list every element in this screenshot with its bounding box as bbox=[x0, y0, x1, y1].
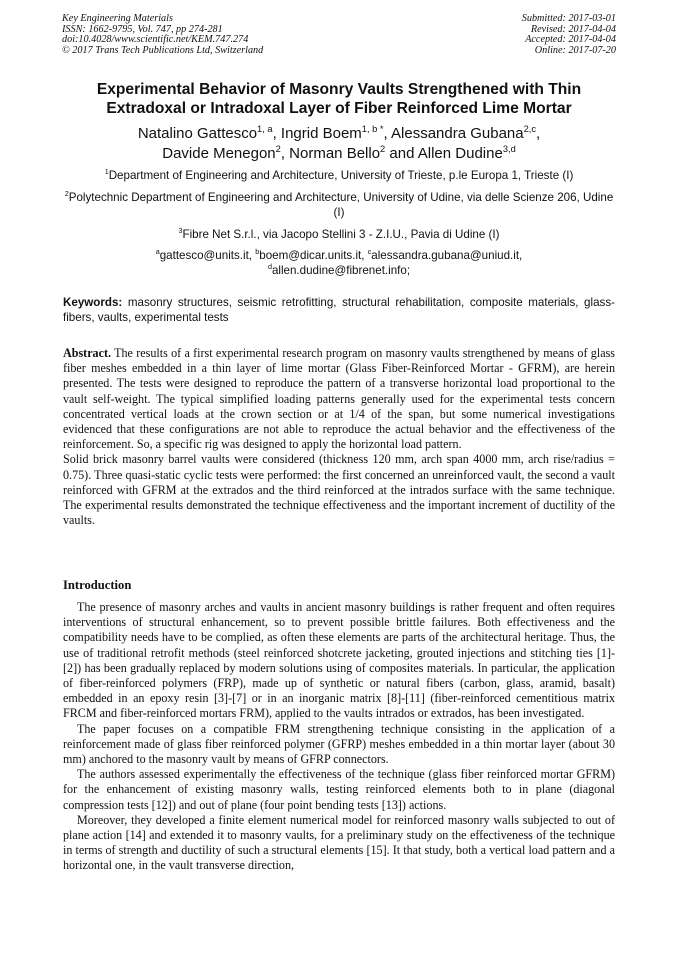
author-list: Natalino Gattesco$^{1, a}$, Ingrid Boem$^{1, b *}$, Alessandra Gubana$^{2,c}$, Davide Menegon$^2$, Norman Bello$^2$ and Allen Dudine$^{3,d}$ bbox=[137, 124, 541, 162]
submitted-date: Submitted: 2017-03-01 bbox=[521, 13, 616, 24]
author-name: Allen Dudine bbox=[417, 145, 503, 162]
email-list: $^a$gattesco@units.it, $^b$boem@dicar.units.it, $^c$alessandra.gubana@uniud.it, $^d$allen.dudine@fibrenet.info; bbox=[155, 247, 523, 277]
title-line-1: Experimental Behavior of Masonry Vaults Strengthened with Thin bbox=[96, 81, 582, 98]
intro-paragraph: Moreover, they developed a finite element numerical model for reinforced masonry walls subjected to out of plane action [14] and extended it to masonry vaults, for a preliminary study on the effectiveness of the technique in terms of strength and ductility of such a structural elements [15]. It that study, both a vertical load pattern and a horizontal one, in the vault transverse direction, bbox=[63, 812, 615, 873]
intro-paragraph: The paper focuses on a compatible FRM strengthening technique consisting in the application of a reinforcement made of glass fiber reinforced polymer (GFRP) meshes embedded in a thin mortar layer (about 30 mm) anchored to the masonry vault by means of GFRP connectors. bbox=[63, 721, 615, 767]
keywords bbox=[63, 295, 615, 325]
intro-paragraph: The presence of masonry arches and vaults in ancient masonry buildings is rather frequent and often requires interventions of structural enhancement, so to prevent possible brittle failures. Both effectiveness and the compatibility needs have to be complied, as often these elements are parts of the architectural heritage. Thus, the use of traditional retrofit methods (steel reinforced shotcrete jacketing, grouted injections and stitching ties [1]-[2]) has been gradually replaced by modern solutions using of composites materials. In particular, the application of fiber-reinforced polymers (FRP), made up of synthetic or natural fibers (carbon, glass, aramid, basalt) embedded in an epoxy resin [3]-[7] or in an inorganic matrix [8]-[11] (fiber-reinforced cementitious matrix FRCM and fiber-reinforced mortars FRM), applied to the vaults intrados or extrados, has been investigated. bbox=[63, 600, 615, 721]
affiliation-3: $^3$Fibre Net S.r.l., via Jacopo Stellini 3 - Z.I.U., Pavia di Udine (I) bbox=[178, 226, 500, 241]
affiliation-1: $^1$Department of Engineering and Architecture, University of Trieste, p.le Europa 1, Trieste (I) bbox=[104, 167, 574, 182]
section-heading-introduction: Introduction bbox=[63, 578, 132, 592]
paper-title bbox=[60, 80, 618, 118]
abstract-paragraph-2: Solid brick masonry barrel vaults were considered (thickness 120 mm, arch span 4000 mm, arch rise/radius = 0.75). Three quasi-static cyclic tests were performed: the first concerned an unreinforced vault, the second a vault reinforced with GFRM at the extrados and the third reinforced at the intrados surface with the same technique. The experimental results demonstrated the technique effectiveness and the important increment of ductility of the vaults. bbox=[63, 452, 615, 528]
journal-name: Key Engineering Materials bbox=[62, 13, 173, 24]
affiliation-2: $^2$Polytechnic Department of Engineering and Architecture, University of Udine, via delle Scienze 206, Udine (I) bbox=[64, 189, 614, 219]
journal-info bbox=[62, 14, 263, 56]
doi-line: doi:10.4028/www.scientific.net/KEM.747.274 bbox=[62, 34, 249, 46]
abstract-paragraph-1: Abstract. The results of a first experimental research program on masonry vaults strengthened by means of glass fiber meshes embedded in a thin layer of lime mortar (Glass Fiber-Reinforced Mortar - GFRM), are herein presented. The tests were designed to reproduce the pattern of a transverse horizontal load proportional to the vault self-weight. The typical simplified loading patterns generally used for the experimental tests concern concentrated vertical loads at the crown section or at 1/4 of the span, but some numerical investigations evidenced that these configurations are not able to reproduce the actual behavior and the effectiveness of the reinforcement. So, a specific rig was designed to apply the horizontal load pattern. bbox=[63, 346, 615, 452]
abstract-label: Abstract. bbox=[63, 346, 112, 360]
publication-dates bbox=[522, 14, 616, 56]
online-date: Online: 2017-07-20 bbox=[534, 44, 616, 56]
author-name: Natalino Gattesco bbox=[137, 125, 258, 142]
issn-line: ISSN: 1662-9795, Vol. 747, pp 274-281 bbox=[62, 23, 223, 35]
introduction-body bbox=[63, 600, 615, 874]
keywords-label: Keywords: bbox=[63, 296, 123, 309]
author-name: Norman Bello bbox=[289, 145, 381, 162]
author-name: Ingrid Boem bbox=[280, 125, 362, 142]
keywords-text: masonry structures, seismic retrofitting, structural rehabilitation, composite materials, glass-fibers, vaults, experimental tests bbox=[63, 296, 615, 324]
accepted-date: Accepted: 2017-04-04 bbox=[525, 34, 616, 46]
email-a: gattesco@units.it, bbox=[159, 249, 256, 262]
title-line-2: Extradoxal or Intradoxal Layer of Fiber Reinforced Lime Mortar bbox=[106, 100, 572, 117]
email-b: boem@dicar.units.it, bbox=[259, 249, 368, 262]
abstract bbox=[63, 346, 615, 528]
author-name: Alessandra Gubana bbox=[391, 125, 524, 142]
revised-date: Revised: 2017-04-04 bbox=[530, 23, 616, 35]
intro-paragraph: The authors assessed experimentally the effectiveness of the technique (glass fiber reinforced mortar GFRM) for the enhancement of existing masonry walls, testing reinforced elements both to in plane (diagonal compression tests [12]) and out of plane (four point bending tests [13]) actions. bbox=[63, 767, 615, 812]
email-d: allen.dudine@fibrenet.info; bbox=[271, 264, 411, 277]
email-c: alessandra.gubana@uniud.it, bbox=[371, 249, 523, 262]
copyright-line: © 2017 Trans Tech Publications Ltd, Switzerland bbox=[62, 44, 264, 56]
author-name: Davide Menegon bbox=[162, 145, 276, 162]
